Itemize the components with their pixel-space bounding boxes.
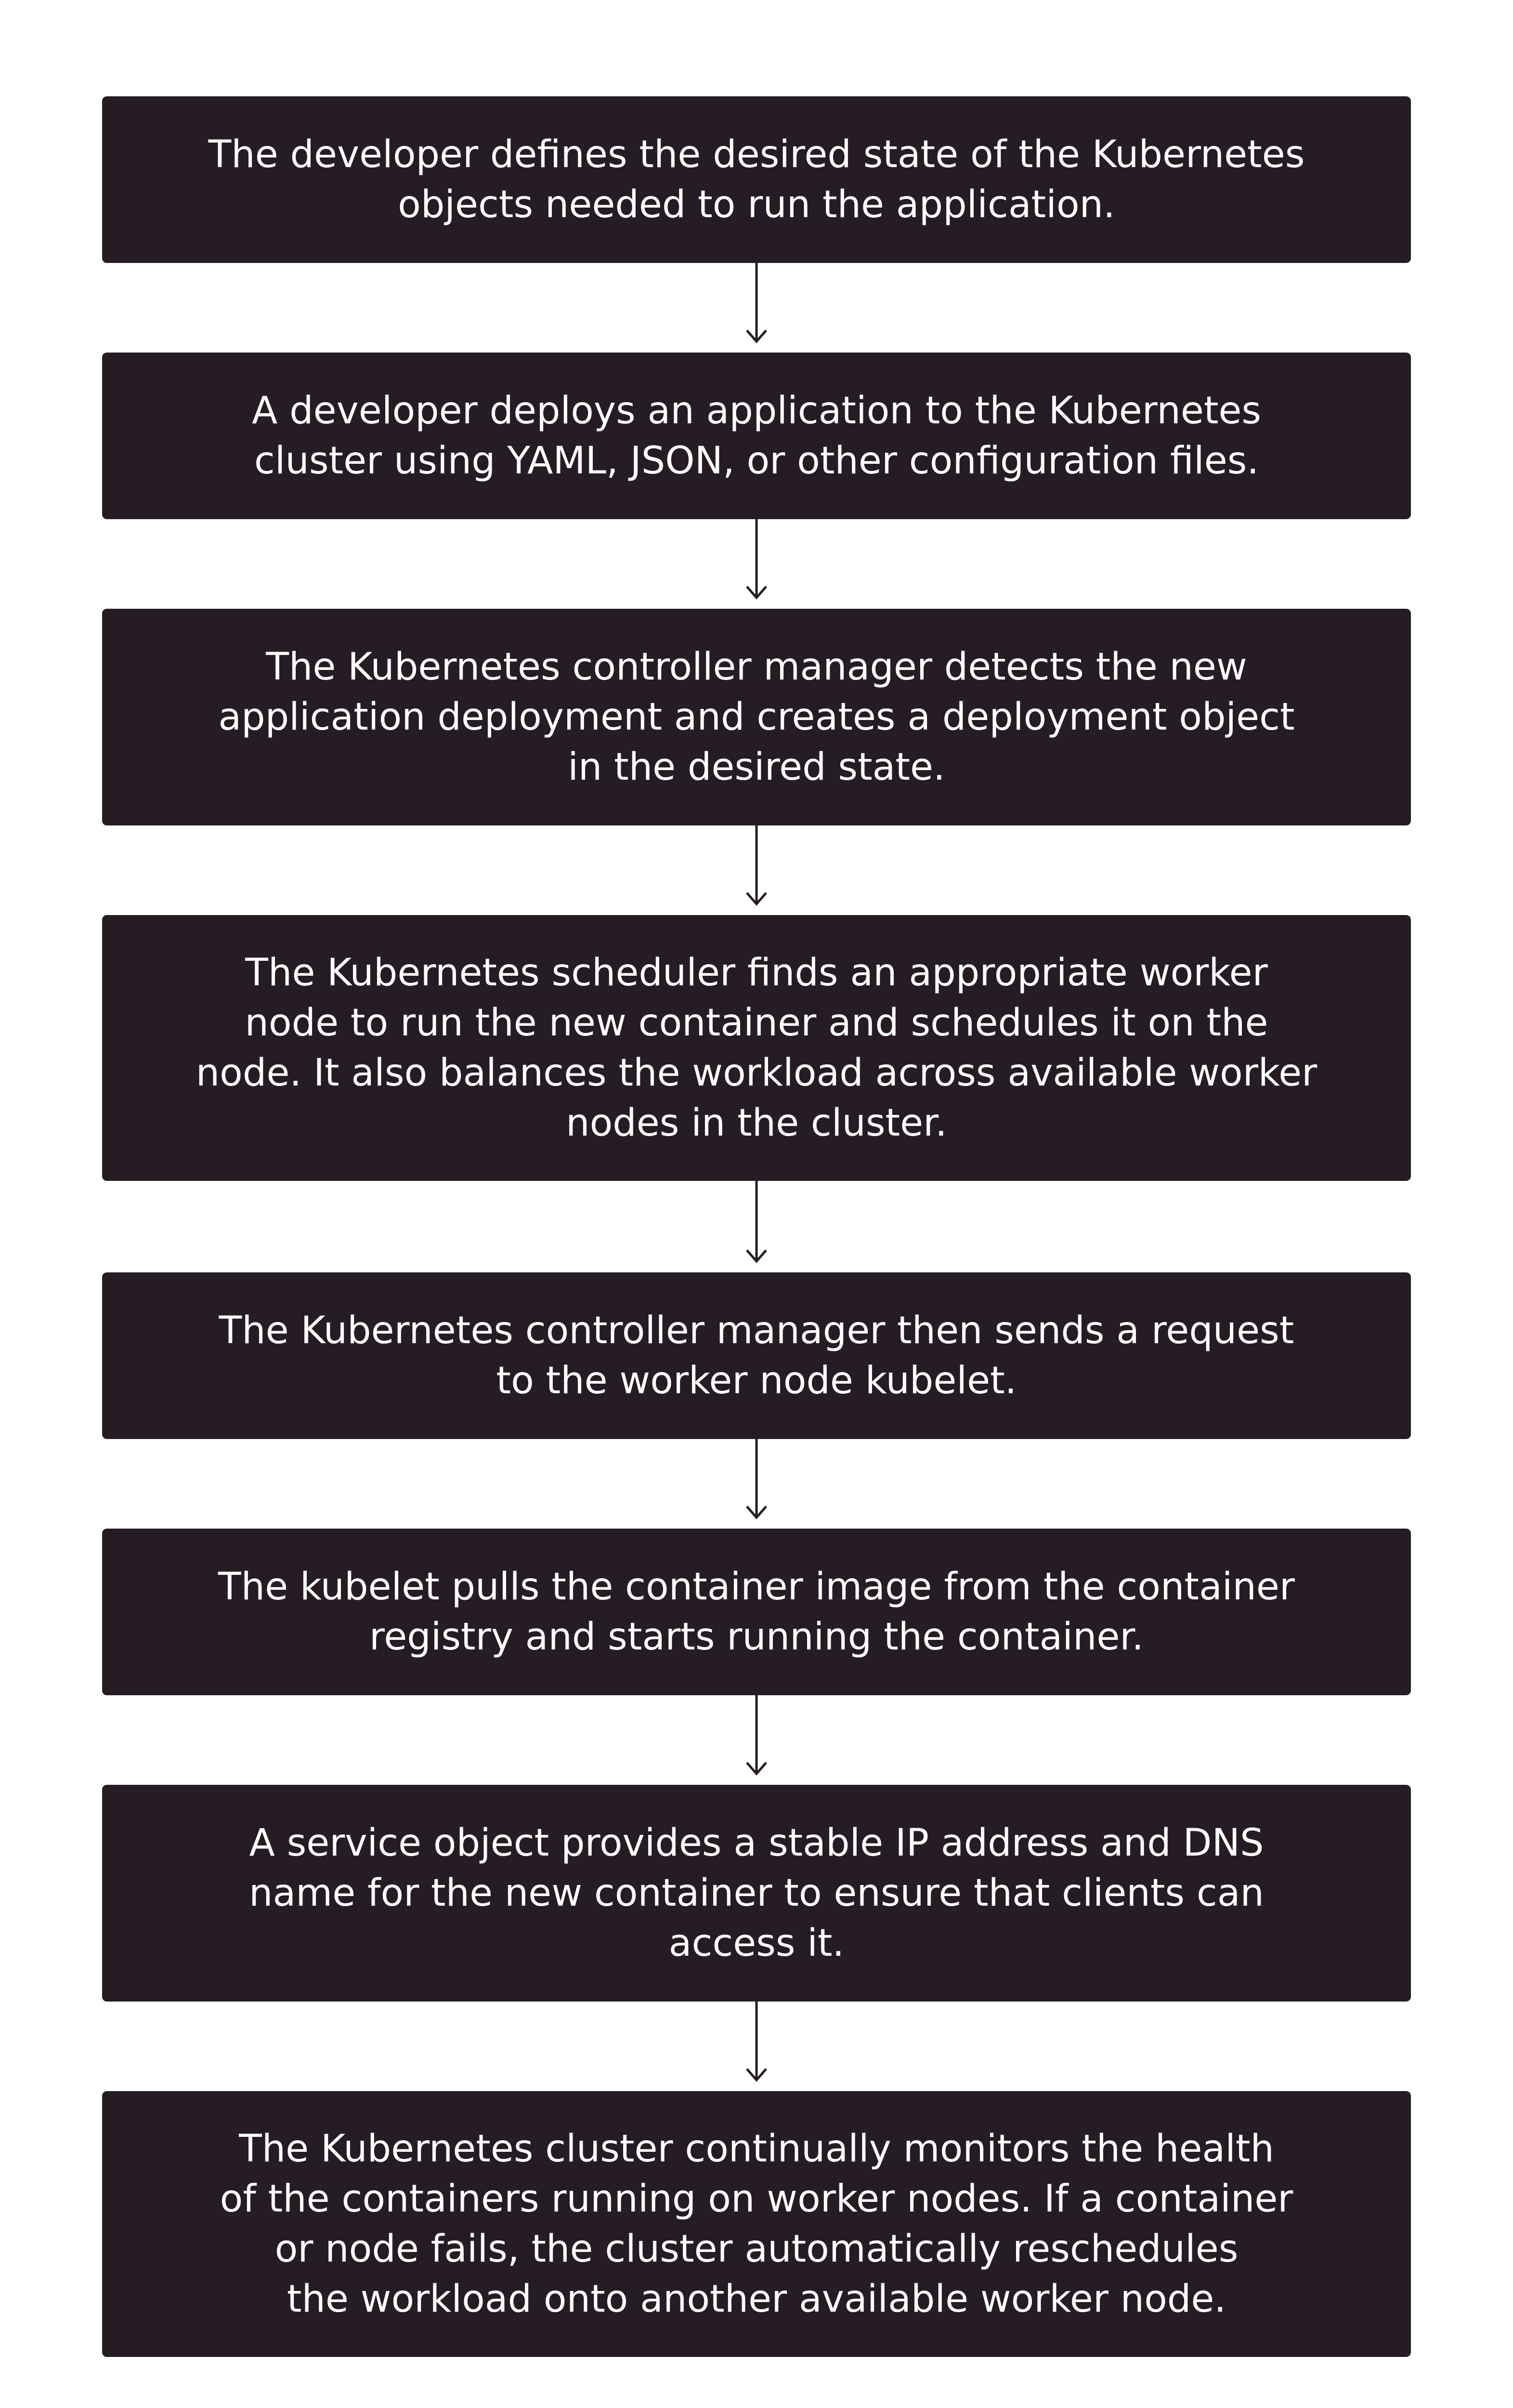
flow-step-4-text: The Kubernetes scheduler finds an appropriate worker node to run the new container and schedules it on the node. It also balances the workload across available worker nodes in the cluster. <box>196 951 1317 1145</box>
flow-arrow-7 <box>744 2002 769 2091</box>
flow-step-7-text: A service object provides a stable IP address and DNS name for the new container to ensure that clients can access it. <box>249 1821 1264 1965</box>
flow-step-5 <box>102 1272 1411 1439</box>
flow-step-6 <box>102 1529 1411 1695</box>
flow-arrow-6 <box>744 1695 769 1785</box>
flow-arrow-3 <box>744 825 769 915</box>
flow-step-4 <box>102 915 1411 1181</box>
flow-arrow-2 <box>744 519 769 609</box>
down-arrow-icon <box>744 519 769 609</box>
flow-step-3 <box>102 609 1411 825</box>
down-arrow-icon <box>744 1181 769 1272</box>
flow-step-1-text: The developer defines the desired state of the Kubernetes objects needed to run the application. <box>208 133 1305 226</box>
flow-step-7 <box>102 1785 1411 2002</box>
flow-step-5-text: The Kubernetes controller manager then sends a request to the worker node kubelet. <box>219 1309 1294 1402</box>
flow-step-6-text: The kubelet pulls the container image from the container registry and starts running the container. <box>218 1565 1295 1659</box>
flow-step-8-text: The Kubernetes cluster continually monitors the health of the containers running on worker nodes. If a container or node fails, the cluster automatically reschedules the workload onto another available worker node. <box>220 2127 1293 2321</box>
flow-step-2-text: A developer deploys an application to the Kubernetes cluster using YAML, JSON, or other configuration files. <box>251 389 1262 483</box>
down-arrow-icon <box>744 1695 769 1785</box>
flow-step-1 <box>102 96 1411 263</box>
down-arrow-icon <box>744 2002 769 2091</box>
flow-arrow-1 <box>744 263 769 353</box>
down-arrow-icon <box>744 1439 769 1529</box>
flow-step-8 <box>102 2091 1411 2357</box>
down-arrow-icon <box>744 263 769 353</box>
flow-step-2 <box>102 353 1411 519</box>
down-arrow-icon <box>744 825 769 915</box>
flow-arrow-4 <box>744 1181 769 1272</box>
flow-step-3-text: The Kubernetes controller manager detects the new application deployment and creates a deployment object in the desired state. <box>218 645 1295 789</box>
flow-arrow-5 <box>744 1439 769 1529</box>
